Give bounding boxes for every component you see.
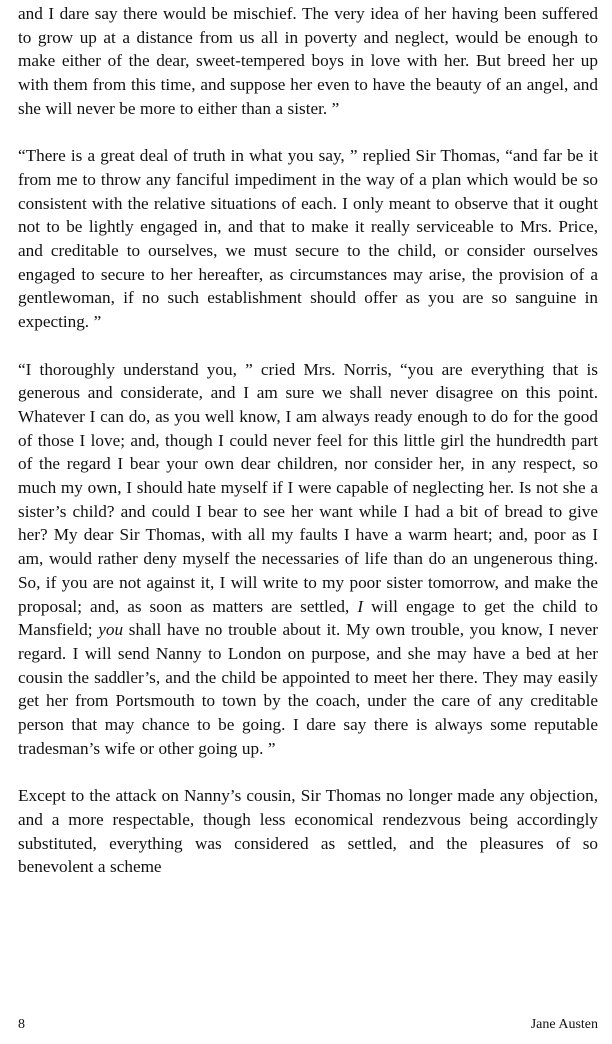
page-number: 8	[18, 1017, 25, 1032]
page-body	[18, 2, 598, 879]
paragraph-2	[18, 144, 598, 334]
italic-text: I	[357, 596, 364, 616]
text-segment: Except to the attack on Nanny’s cousin, Sir Thomas no longer made any objection, and a more respectable, though less economical rendezvous being accordingly substituted, everything was considered as settled, and the pleasures of so benevolent a scheme	[18, 786, 598, 877]
page-footer	[18, 1017, 598, 1033]
running-footer-author: Jane Austen	[530, 1017, 598, 1032]
paragraph-1	[18, 2, 598, 121]
paragraph-4	[18, 784, 598, 879]
paragraph-3	[18, 358, 598, 761]
text-segment: will engage to get the child to Mansfield;	[18, 596, 598, 640]
text-segment: shall have no trouble about it. My own trouble, you know, I never regard. I will send Nanny to London on purpose, and she may have a bed at her cousin the saddler’s, and the child be appointed to meet her there. They may easily get her from Portsmouth to town by the coach, under the care of any creditable person that may chance to be going. I dare say there is always some reputable tradesman’s wife or other going up. ”	[18, 620, 598, 758]
text-segment: and I dare say there would be mischief. The very idea of her having been suffered to grow up at a distance from us all in poverty and neglect, would be enough to make either of the dear, sweet-tempered boys in love with her. But breed her up with them from this time, and suppose her even to have the beauty of an angel, and she will never be more to either than a sister. ”	[18, 4, 598, 118]
text-segment: “I thoroughly understand you, ” cried Mrs. Norris, “you are everything that is generous and considerate, and I am sure we shall never disagree on this point. Whatever I can do, as you well know, I am always ready enough to do for the good of those I love; and, though I could never feel for this little girl the hundredth part of the regard I bear your own dear children, nor consider her, in any respect, so much my own, I should hate myself if I were capable of neglecting her. Is not she a sister’s child? and could I bear to see her want while I had a bit of bread to give her? My dear Sir Thomas, with all my faults I have a warm heart; and, poor as I am, would rather deny myself the necessaries of life than do an ungenerous thing. So, if you are not against it, I will write to my poor sister tomorrow, and make the proposal; and, as soon as matters are settled,	[18, 359, 598, 616]
text-segment: “There is a great deal of truth in what you say, ” replied Sir Thomas, “and far be it from me to throw any fanciful impediment in the way of a plan which would be so consistent with the relative situations of each. I only meant to observe that it ought not to be lightly engaged in, and that to make it really serviceable to Mrs. Price, and creditable to ourselves, we must secure to the child, or consider ourselves engaged to secure to her hereafter, as circumstances may arise, the provision of a gentlewoman, if no such establishment should offer as you are so sanguine in expecting. ”	[18, 146, 598, 332]
italic-text: you	[98, 620, 124, 640]
